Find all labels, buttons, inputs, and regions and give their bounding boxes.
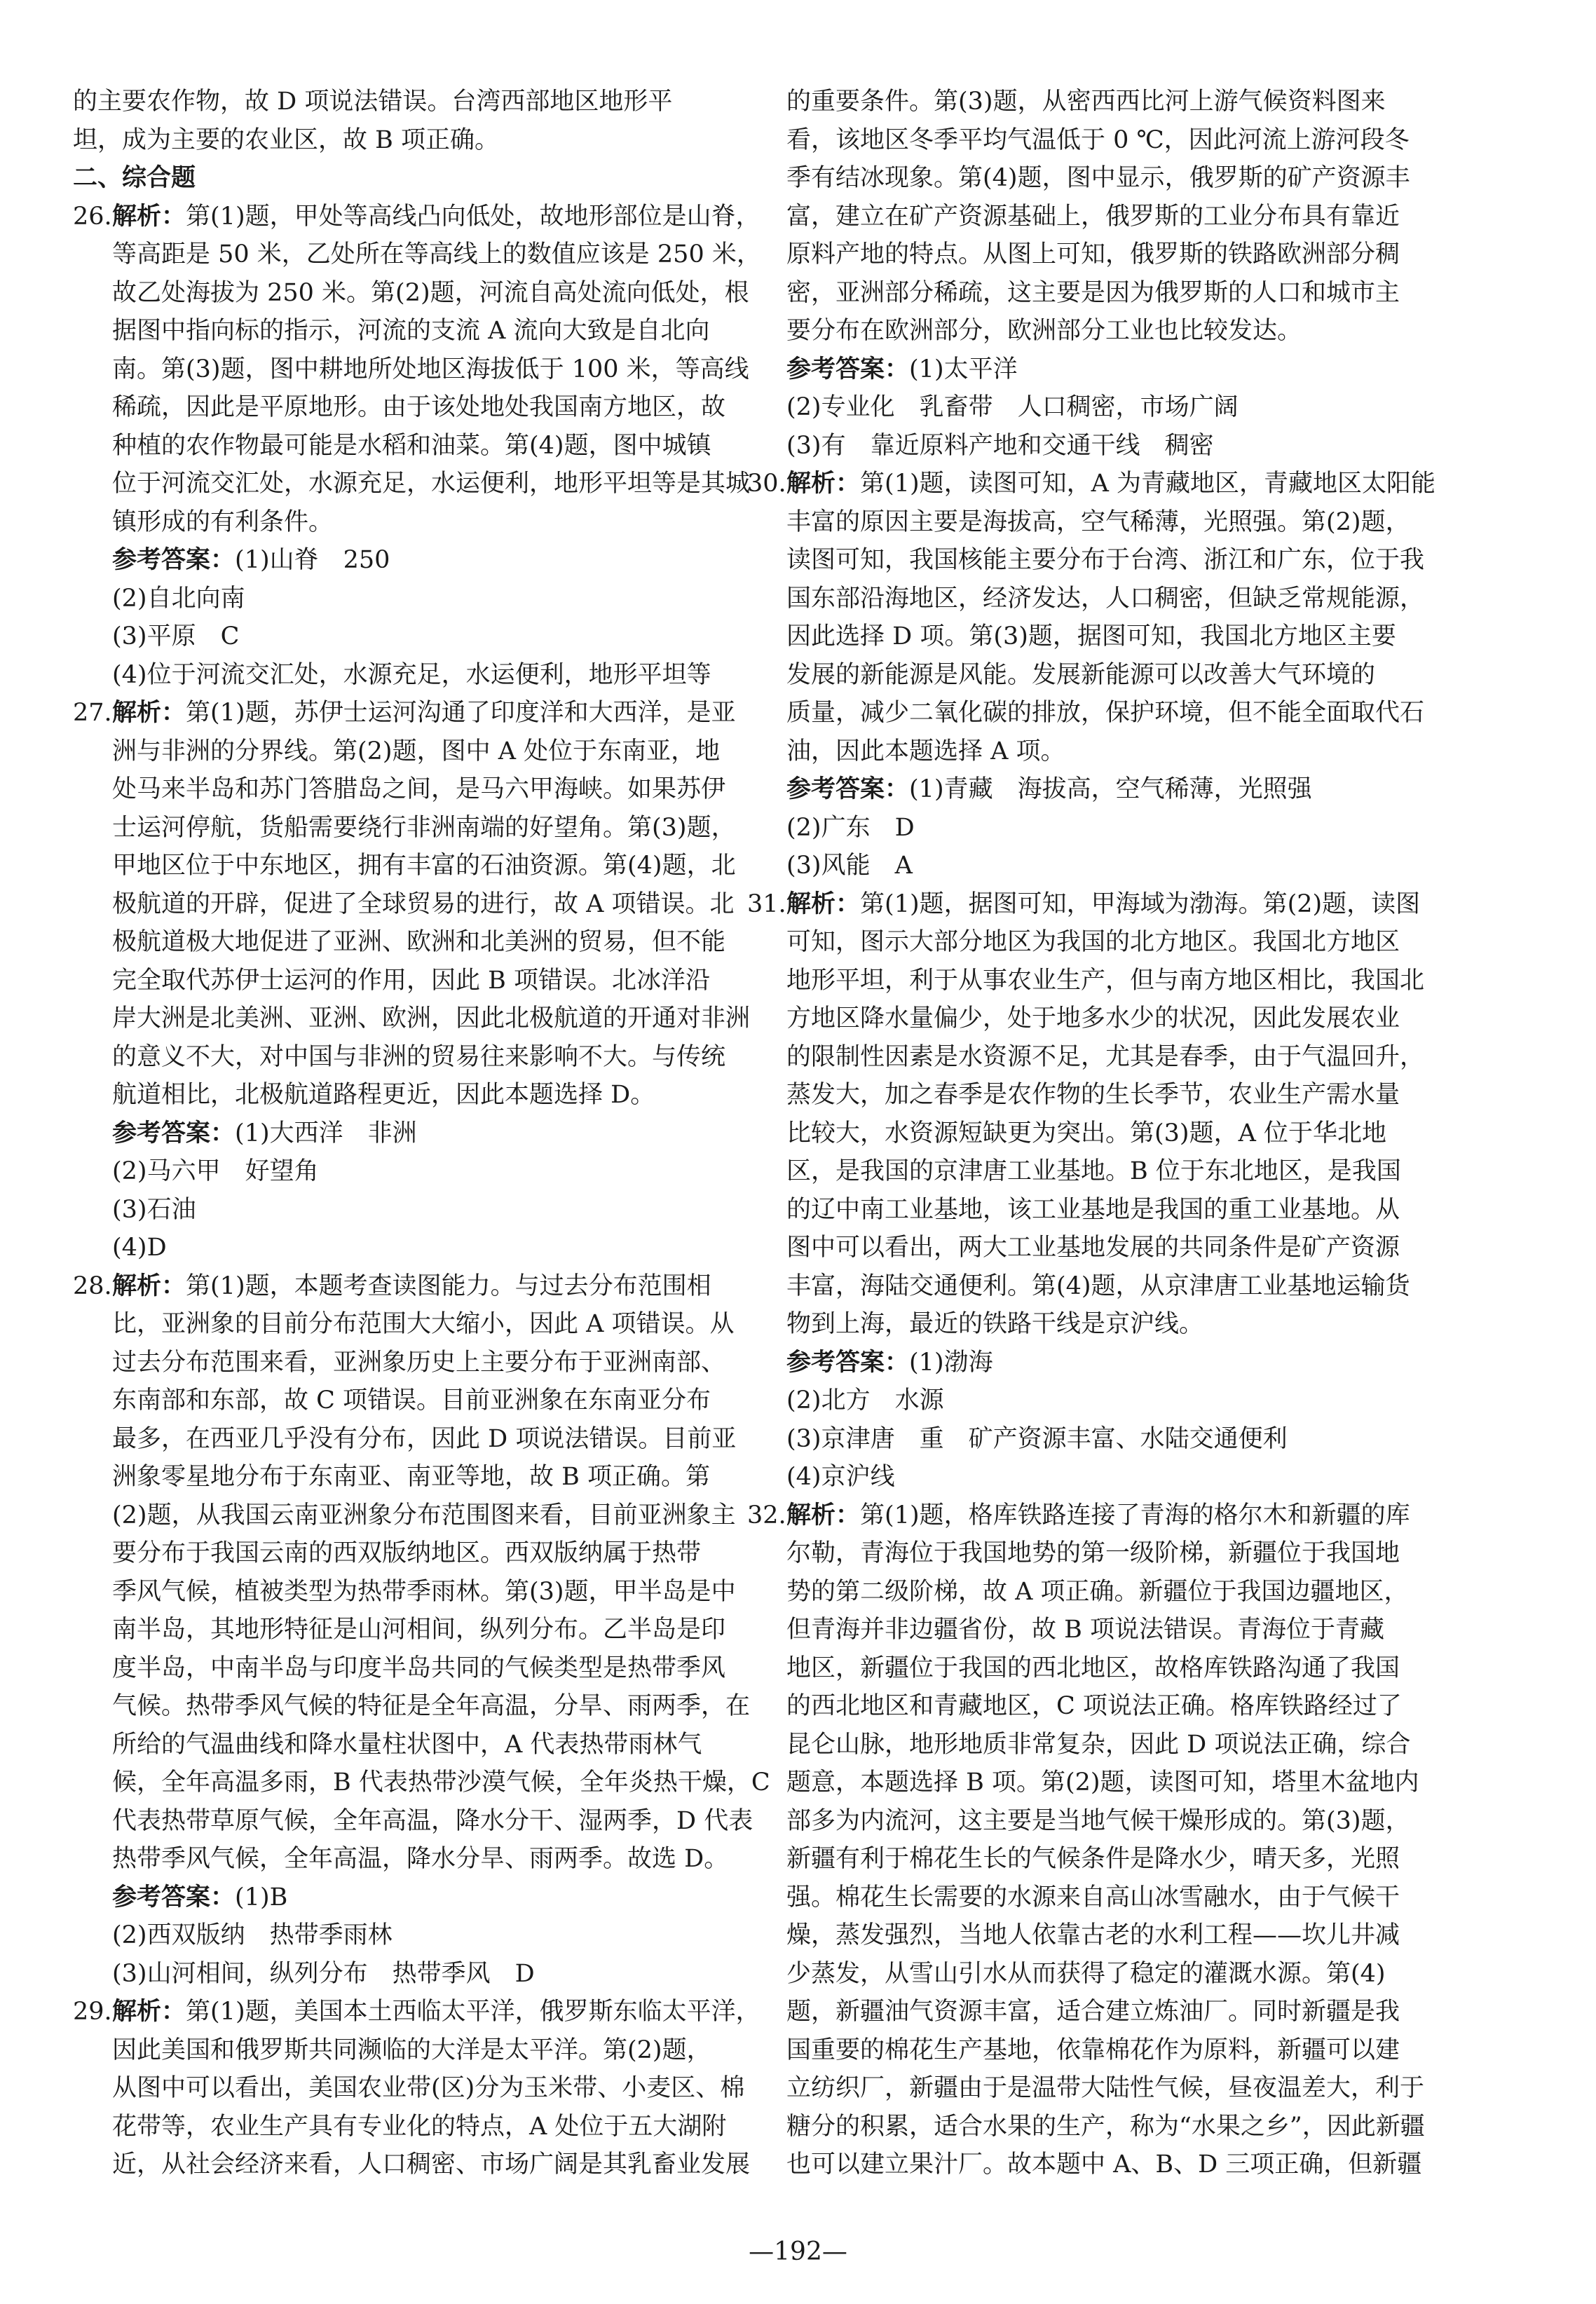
question-number: 26. [73, 202, 112, 231]
question-number: 28. [73, 1272, 112, 1300]
analysis-line [747, 885, 1421, 924]
analysis-line: 蒸发大，加之春季是农作物的生长季节，农业生产需水量 [786, 1081, 1400, 1109]
answer-line: (2)专业化 乳畜带 人口稠密，市场广阔 [786, 393, 1239, 421]
analysis-line: 士运河停航，货船需要绕行非洲南端的好望角。第(3)题， [112, 813, 736, 842]
answer-label: 参考答案： [112, 1883, 236, 1911]
analysis-line [73, 694, 736, 732]
analysis-text: 第(1)题，甲处等高线凸向低处，故地形部位是山脊， [186, 202, 761, 231]
analysis-line: 的西北地区和青藏地区，C 项说法正确。格库铁路经过了 [786, 1692, 1402, 1720]
answer-line: (2)西双版纳 热带季雨林 [112, 1921, 393, 1949]
answer-line: (2)广东 D [786, 813, 915, 842]
answer-label: 参考答案： [786, 1348, 910, 1377]
answer-text: (1)太平洋 [909, 355, 1018, 383]
analysis-line [73, 1993, 761, 2031]
analysis-line: 油，因此本题选择 A 项。 [786, 737, 1065, 765]
question-27 [73, 694, 751, 1267]
answer-line [112, 541, 725, 580]
question-number: 30. [747, 470, 786, 498]
analysis-line: 从图中可以看出，美国农业带(区)分为玉米带、小麦区、棉 [112, 2074, 745, 2102]
analysis-line: 势的第二级阶梯，故 A 项正确。新疆位于我国边疆地区， [786, 1577, 1409, 1606]
analysis-line: (2)题，从我国云南亚洲象分布范围图来看，目前亚洲象主 [112, 1501, 736, 1529]
analysis-line: 富，建立在矿产资源基础上，俄罗斯的工业分布具有靠近 [786, 202, 1400, 231]
answer-line: (4)京沪线 [786, 1463, 895, 1491]
analysis-line: 比较大，水资源短缺更为突出。第(3)题，A 位于华北地 [786, 1119, 1386, 1147]
analysis-line: 的重要条件。第(3)题，从密西西比河上游气候资料图来 [786, 88, 1386, 116]
analysis-line: 部多为内流河，这主要是当地气候干燥形成的。第(3)题， [786, 1806, 1410, 1835]
analysis-line: 燥，蒸发强烈，当地人依靠古老的水利工程——坎儿井减 [786, 1921, 1400, 1949]
answer-line [112, 1114, 725, 1153]
analysis-line: 南。第(3)题，图中耕地所处地区海拔低于 100 米，等高线 [112, 355, 749, 383]
analysis-line: 稀疏，因此是平原地形。由于该处地处我国南方地区，故 [112, 393, 726, 421]
analysis-line: 图中可以看出，两大工业基地发展的共同条件是矿产资源 [786, 1234, 1400, 1262]
analysis-line: 洲与非洲的分界线。第(2)题，图中 A 处位于东南亚，地 [112, 737, 721, 765]
answer-line [112, 1879, 725, 1917]
analysis-line: 地形平坦，利于从事农业生产，但与南方地区相比，我国北 [786, 966, 1425, 995]
analysis-line: 丰富的原因主要是海拔高，空气稀薄，光照强。第(2)题， [786, 507, 1410, 536]
analysis-line: 发展的新能源是风能。发展新能源可以改善大气环境的 [786, 660, 1376, 689]
analysis-line: 南半岛，其地形特征是山河相间，纵列分布。乙半岛是印 [112, 1616, 726, 1644]
analysis-line: 的限制性因素是水资源不足，尤其是春季，由于气温回升， [786, 1042, 1425, 1071]
analysis-line: 读图可知，我国核能主要分布于台湾、浙江和广东，位于我 [786, 546, 1425, 574]
analysis-line [73, 198, 761, 236]
analysis-line: 因此美国和俄罗斯共同濒临的大洋是太平洋。第(2)题， [112, 2036, 711, 2064]
analysis-line: 故乙处海拔为 250 米。第(2)题，河流自高处流向低处，根 [112, 278, 749, 307]
analysis-line: 度半岛，中南半岛与印度半岛共同的气候类型是热带季风 [112, 1654, 726, 1682]
question-number: 32. [747, 1501, 786, 1529]
answer-label: 参考答案： [112, 1119, 236, 1147]
analysis-line: 所给的气温曲线和降水量柱状图中，A 代表热带雨林气 [112, 1730, 702, 1759]
analysis-line: 原料产地的特点。从图上可知，俄罗斯的铁路欧洲部分稠 [786, 240, 1400, 268]
answer-label: 参考答案： [786, 775, 910, 803]
answer-line: (2)北方 水源 [786, 1386, 944, 1415]
analysis-line: 密，亚洲部分稀疏，这主要是因为俄罗斯的人口和城市主 [786, 278, 1400, 307]
analysis-line: 要分布于我国云南的西双版纳地区。西双版纳属于热带 [112, 1539, 702, 1567]
continuation-line: 的主要农作物，故 D 项说法错误。台湾西部地区地形平 [73, 88, 673, 116]
analysis-line: 糖分的积累，适合水果的生产，称为“水果之乡”，因此新疆 [786, 2112, 1425, 2141]
analysis-line: 候，全年高温多雨，B 代表热带沙漠气候，全年炎热干燥，C [112, 1768, 770, 1797]
answer-line: (3)京津唐 重 矿产资源丰富、水陆交通便利 [786, 1424, 1288, 1453]
page-number: —192— [749, 2237, 847, 2266]
question-32 [747, 1497, 1425, 2184]
analysis-line: 热带季风气候，全年高温，降水分旱、雨两季。故选 D。 [112, 1845, 729, 1873]
analysis-label: 解析： [112, 202, 186, 231]
analysis-line: 题，新疆油气资源丰富，适合建立炼油厂。同时新疆是我 [786, 1998, 1400, 2026]
analysis-line: 昆仑山脉，地形地质非常复杂，因此 D 项说法正确，综合 [786, 1730, 1411, 1759]
analysis-line: 镇形成的有利条件。 [112, 507, 334, 536]
answer-text: (1)青藏 海拔高，空气稀薄，光照强 [909, 775, 1312, 803]
analysis-line: 据图中指向标的指示，河流的支流 A 流向大致是自北向 [112, 317, 710, 345]
analysis-label: 解析： [112, 699, 186, 727]
answer-line: (3)有 靠近原料产地和交通干线 稠密 [786, 431, 1214, 460]
analysis-line: 方地区降水量偏少，处于地多水少的状况，因此发展农业 [786, 1004, 1400, 1032]
analysis-line: 少蒸发，从雪山引水从而获得了稳定的灌溉水源。第(4) [786, 1959, 1386, 1988]
analysis-line: 因此选择 D 项。第(3)题，据图可知，我国北方地区主要 [786, 622, 1396, 650]
analysis-line: 位于河流交汇处，水源充足，水运便利，地形平坦等是其城 [112, 470, 751, 498]
analysis-line: 国东部沿海地区，经济发达，人口稠密，但缺乏常规能源， [786, 584, 1425, 613]
analysis-label: 解析： [112, 1998, 186, 2026]
analysis-line: 区，是我国的京津唐工业基地。B 位于东北地区，是我国 [786, 1157, 1401, 1185]
analysis-label: 解析： [112, 1272, 186, 1300]
analysis-line: 题意，本题选择 B 项。第(2)题，读图可知，塔里木盆地内 [786, 1768, 1419, 1797]
answer-line [786, 1344, 1399, 1382]
analysis-line [747, 465, 1435, 503]
answer-line: (2)自北向南 [112, 584, 245, 613]
answer-text: (1)大西洋 非洲 [235, 1119, 417, 1147]
answer-line: (4)D [112, 1234, 167, 1262]
question-31 [747, 885, 1425, 1497]
answer-text: (1)B [235, 1883, 288, 1911]
answer-line: (2)马六甲 好望角 [112, 1157, 319, 1185]
analysis-line: 航道相比，北极航道路程更近，因此本题选择 D。 [112, 1081, 655, 1109]
analysis-line: 季有结冰现象。第(4)题，图中显示，俄罗斯的矿产资源丰 [786, 164, 1410, 192]
analysis-line: 也可以建立果汁厂。故本题中 A、B、D 三项正确，但新疆 [786, 2150, 1422, 2179]
analysis-line: 比，亚洲象的目前分布范围大大缩小，因此 A 项错误。从 [112, 1310, 735, 1338]
analysis-label: 解析： [786, 1501, 861, 1529]
answer-line [786, 770, 1399, 809]
analysis-line: 物到上海，最近的铁路干线是京沪线。 [786, 1310, 1204, 1338]
analysis-line: 近，从社会经济来看，人口稠密、市场广阔是其乳畜业发展 [112, 2150, 751, 2179]
answer-label: 参考答案： [786, 355, 910, 383]
analysis-line [73, 1267, 725, 1306]
analysis-label: 解析： [786, 889, 861, 918]
analysis-text: 第(1)题，美国本土西临太平洋，俄罗斯东临太平洋， [186, 1998, 761, 2026]
analysis-text: 第(1)题，读图可知，A 为青藏地区，青藏地区太阳能 [860, 470, 1435, 498]
analysis-line: 洲象零星地分布于东南亚、南亚等地，故 B 项正确。第 [112, 1463, 710, 1491]
analysis-line: 强。棉花生长需要的水源来自高山冰雪融水，由于气候干 [786, 1883, 1400, 1911]
analysis-line: 要分布在欧洲部分，欧洲部分工业也比较发达。 [786, 317, 1302, 345]
analysis-line: 东南部和东部，故 C 项错误。目前亚洲象在东南亚分布 [112, 1386, 711, 1415]
analysis-text: 第(1)题，据图可知，甲海域为渤海。第(2)题，读图 [860, 889, 1421, 918]
answer-line: (3)平原 C [112, 622, 240, 650]
analysis-line: 国重要的棉花生产基地，依靠棉花作为原料，新疆可以建 [786, 2036, 1400, 2064]
analysis-line: 极航道的开辟，促进了全球贸易的进行，故 A 项错误。北 [112, 889, 735, 918]
answer-label: 参考答案： [112, 546, 236, 574]
analysis-line: 过去分布范围来看，亚洲象历史上主要分布于亚洲南部、 [112, 1348, 726, 1377]
analysis-line: 代表热带草原气候，全年高温，降水分干、湿两季，D 代表 [112, 1806, 753, 1835]
analysis-line: 等高距是 50 米，乙处所在等高线上的数值应该是 250 米， [112, 240, 761, 268]
analysis-line: 质量，减少二氧化碳的排放，保护环境，但不能全面取代石 [786, 699, 1425, 727]
continuation-line: 坦，成为主要的农业区，故 B 项正确。 [73, 125, 499, 154]
answer-line: (4)位于河流交汇处，水源充足，水运便利，地形平坦等 [112, 660, 711, 689]
answer-line: (3)风能 A [786, 852, 913, 880]
analysis-line: 季风气候，植被类型为热带季雨林。第(3)题，甲半岛是中 [112, 1577, 736, 1606]
analysis-label: 解析： [786, 470, 861, 498]
analysis-text: 第(1)题，本题考查读图能力。与过去分布范围相 [186, 1272, 711, 1300]
analysis-line: 甲地区位于中东地区，拥有丰富的石油资源。第(4)题，北 [112, 852, 736, 880]
analysis-line: 的意义不大，对中国与非洲的贸易往来影响不大。与传统 [112, 1042, 726, 1071]
section-heading: 二、综合题 [73, 164, 196, 192]
question-number: 31. [747, 889, 786, 918]
analysis-text: 第(1)题，苏伊士运河沟通了印度洋和大西洋，是亚 [186, 699, 736, 727]
analysis-line: 丰富，海陆交通便利。第(4)题，从京津唐工业基地运输货 [786, 1272, 1410, 1300]
analysis-line: 但青海并非边疆省份，故 B 项说法错误。青海位于青藏 [786, 1616, 1384, 1644]
analysis-line: 尔勒，青海位于我国地势的第一级阶梯，新疆位于我国地 [786, 1539, 1400, 1567]
analysis-line: 极航道极大地促进了亚洲、欧洲和北美洲的贸易，但不能 [112, 928, 726, 956]
analysis-line: 可知，图示大部分地区为我国的北方地区。我国北方地区 [786, 928, 1400, 956]
analysis-line: 最多，在西亚几乎没有分布，因此 D 项说法错误。目前亚 [112, 1424, 737, 1453]
answer-line [786, 350, 1399, 389]
answer-line: (3)山河相间，纵列分布 热带季风 D [112, 1959, 535, 1988]
question-number: 29. [73, 1998, 112, 2026]
analysis-line: 地区，新疆位于我国的西北地区，故格库铁路沟通了我国 [786, 1654, 1400, 1682]
analysis-line: 新疆有利于棉花生长的气候条件是降水少，晴天多，光照 [786, 1845, 1400, 1873]
analysis-line: 完全取代苏伊士运河的作用，因此 B 项错误。北冰洋沿 [112, 966, 710, 995]
analysis-line: 种植的农作物最可能是水稻和油菜。第(4)题，图中城镇 [112, 431, 711, 460]
analysis-line: 气候。热带季风气候的特征是全年高温，分旱、雨两季，在 [112, 1692, 751, 1720]
analysis-line: 岸大洲是北美洲、亚洲、欧洲，因此北极航道的开通对非洲 [112, 1004, 751, 1032]
question-number: 27. [73, 699, 112, 727]
answer-line: (3)石油 [112, 1195, 196, 1224]
question-26 [73, 198, 761, 695]
analysis-line: 处马来半岛和苏门答腊岛之间，是马六甲海峡。如果苏伊 [112, 775, 726, 803]
analysis-text: 第(1)题，格库铁路连接了青海的格尔木和新疆的库 [860, 1501, 1410, 1529]
right-column [747, 83, 1435, 2184]
question-29 [73, 1993, 761, 2184]
analysis-line: 立纺织厂，新疆由于是温带大陆性气候，昼夜温差大，利于 [786, 2074, 1425, 2102]
analysis-line [747, 1497, 1410, 1535]
analysis-line: 看，该地区冬季平均气温低于 0 ℃，因此河流上游河段冬 [786, 125, 1410, 154]
question-29-continued [747, 83, 1410, 465]
answer-text: (1)山脊 250 [235, 546, 390, 574]
analysis-line: 花带等，农业生产具有专业化的特点，A 处位于五大湖附 [112, 2112, 727, 2141]
question-30 [747, 465, 1435, 885]
answer-text: (1)渤海 [909, 1348, 993, 1377]
analysis-line: 的辽中南工业基地，该工业基地是我国的重工业基地。从 [786, 1195, 1400, 1224]
